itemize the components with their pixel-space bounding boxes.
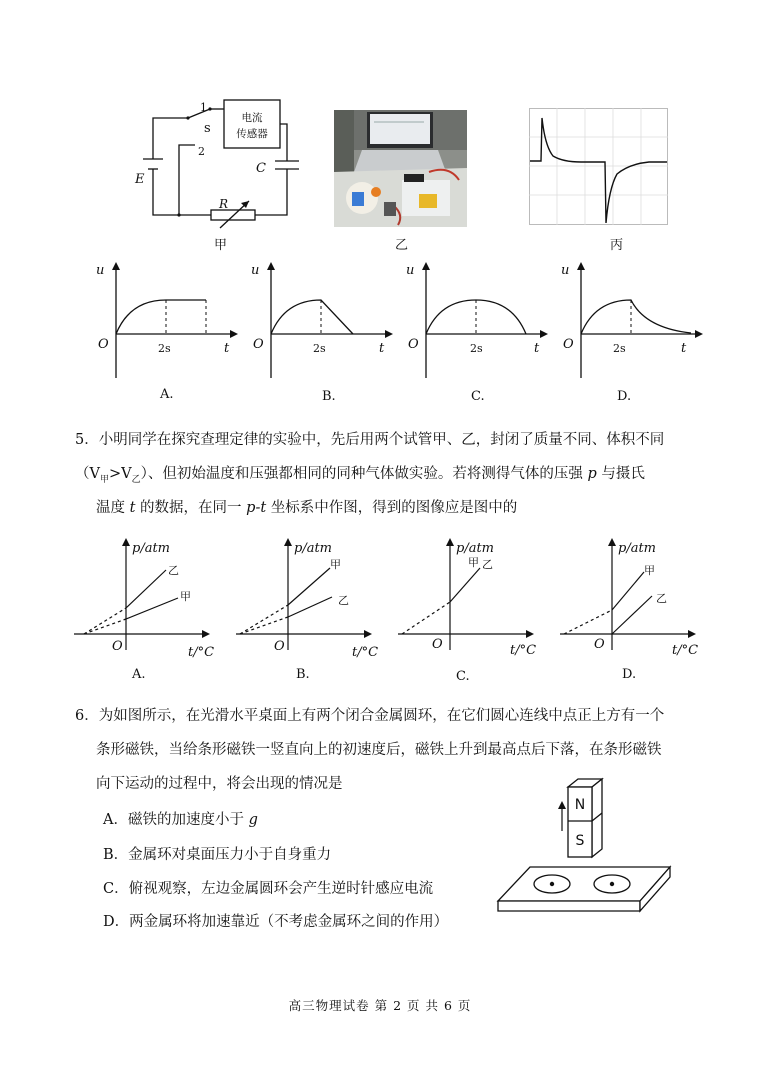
p-axis-label: p/atm: [456, 541, 495, 556]
q6-line1: 6．为如图所示，在光滑水平桌面上有两个闭合金属圆环，在它们圆心连线中点正上方有一个: [75, 708, 665, 724]
u-axis-b: u: [251, 263, 260, 278]
page-footer: 高三物理试卷 第 2 页 共 6 页: [288, 998, 472, 1013]
q6-line3: 向下运动的过程中，将会出现的情况是: [96, 776, 343, 792]
tick-b: 2s: [313, 342, 326, 355]
t-axis-pt-d: t/°C: [672, 643, 699, 658]
q6-option-c[interactable]: C．俯视观察，左边金属圆环会产生逆时针感应电流: [103, 881, 434, 897]
jia-b: 甲: [330, 558, 341, 571]
capacitor-label: C: [256, 161, 266, 176]
magnet-rings-diagram: [494, 775, 678, 920]
q6-option-a[interactable]: [103, 808, 258, 829]
q5-text: 坐标系中作图，得到的图像应是图中的: [266, 500, 518, 516]
resistor-label: R: [219, 197, 229, 211]
sensor-text-1: 电流: [241, 112, 263, 124]
q5-sub-yi: 乙: [131, 474, 141, 485]
t-axis-pt-a: t/°C: [188, 645, 215, 660]
tick-d: 2s: [613, 342, 626, 355]
option-pt-d: D.: [622, 667, 637, 682]
magnet-south: S: [575, 833, 585, 849]
pt-graph-d: [560, 540, 694, 650]
origin-a: O: [98, 337, 109, 352]
option-pt-b: B.: [296, 667, 310, 682]
option-pt-c: C.: [456, 669, 470, 684]
t-axis-pt-b: t/°C: [352, 645, 379, 660]
q6-var-g: g: [248, 812, 258, 828]
q6-option-a-text: A．磁铁的加速度小于: [103, 812, 249, 828]
pt-graph-b: [236, 540, 370, 650]
u-graph-d: [581, 264, 701, 378]
origin-b: O: [253, 337, 264, 352]
q5-text: 与摄氏: [596, 466, 645, 482]
circuit-diagram: [125, 95, 310, 255]
jia-d: 甲: [644, 564, 655, 577]
origin-pt-a: O: [112, 639, 123, 654]
jia-c: 甲: [468, 556, 479, 569]
p-axis-label: p/atm: [132, 541, 171, 556]
p-axis-a: [132, 541, 170, 556]
t-axis-c: t: [534, 341, 540, 356]
u-t-graphs: [90, 258, 710, 408]
t-axis-b: t: [379, 341, 385, 356]
u-axis-c: u: [406, 263, 415, 278]
experiment-photo: [334, 110, 467, 227]
sensor-text-2: 传感器: [236, 128, 268, 140]
fig-label-bing: 丙: [610, 238, 624, 253]
fig-label-jia: 甲: [214, 238, 228, 253]
origin-c: O: [408, 337, 419, 352]
q5-text: 的数据，在同一: [135, 500, 247, 516]
u-axis-d: u: [561, 263, 570, 278]
p-axis-c: [456, 541, 494, 556]
q6-option-d[interactable]: D．两金属环将加速靠近（不考虑金属环之间的作用）: [103, 914, 449, 930]
emf-label: E: [135, 172, 145, 187]
q6-line2: 条形磁铁，当给条形磁铁一竖直向上的初速度后，磁铁上升到最高点后下落，在条形磁铁: [96, 742, 662, 758]
origin-pt-d: O: [594, 637, 605, 652]
u-graph-b: [271, 264, 391, 378]
origin-pt-b: O: [274, 639, 285, 654]
q5-var-p: p: [587, 466, 597, 482]
u-graph-a: [116, 264, 236, 378]
yi-a: 乙: [168, 564, 179, 577]
current-trace: [529, 108, 668, 225]
q5-sub-jia: 甲: [99, 474, 109, 485]
p-axis-d: [618, 541, 656, 556]
u-graph-c: [426, 264, 546, 378]
q5-text: >V: [109, 466, 132, 482]
jia-a: 甲: [180, 590, 191, 603]
option-a: A.: [160, 387, 174, 402]
p-axis-label: p/atm: [618, 541, 657, 556]
yi-d: 乙: [656, 592, 667, 605]
switch-pos2: 2: [198, 145, 205, 158]
tick-c: 2s: [470, 342, 483, 355]
magnet-north: N: [574, 797, 586, 813]
t-axis-a: t: [224, 341, 230, 356]
pt-graph-c: [398, 540, 532, 650]
switch-label: s: [204, 121, 211, 136]
tick-a: 2s: [158, 342, 171, 355]
q5-line2: [75, 458, 645, 496]
q5-var-pt: p-t: [246, 500, 267, 516]
q5-line1: 5．小明同学在探究查理定律的实验中，先后用两个试管甲、乙，封闭了质量不同、体积不同: [75, 432, 665, 448]
q5-text: （V: [75, 466, 100, 482]
origin-pt-c: O: [432, 637, 443, 652]
switch-pos1: 1: [200, 101, 207, 114]
option-b: B.: [322, 389, 336, 404]
option-d: D.: [617, 389, 632, 404]
origin-d: O: [563, 337, 574, 352]
yi-c: 乙: [482, 558, 493, 571]
fig-label-yi: 乙: [395, 238, 409, 253]
q6-option-b[interactable]: B．金属环对桌面压力小于自身重力: [103, 847, 332, 863]
u-axis-a: u: [96, 263, 105, 278]
p-axis-b: [294, 541, 332, 556]
p-t-graphs: [70, 530, 710, 690]
option-pt-a: A.: [132, 667, 146, 682]
option-c: C.: [471, 389, 485, 404]
yi-b: 乙: [338, 594, 349, 607]
t-axis-d: t: [681, 341, 687, 356]
p-axis-label: p/atm: [294, 541, 333, 556]
q5-text: ）、但初始温度和压强都相同的同种气体做实验。若将测得气体的压强: [140, 466, 588, 482]
t-axis-pt-c: t/°C: [510, 643, 537, 658]
q5-var-t: t: [129, 500, 136, 516]
q5-text: 温度: [96, 500, 130, 516]
q5-line3: [96, 492, 517, 524]
